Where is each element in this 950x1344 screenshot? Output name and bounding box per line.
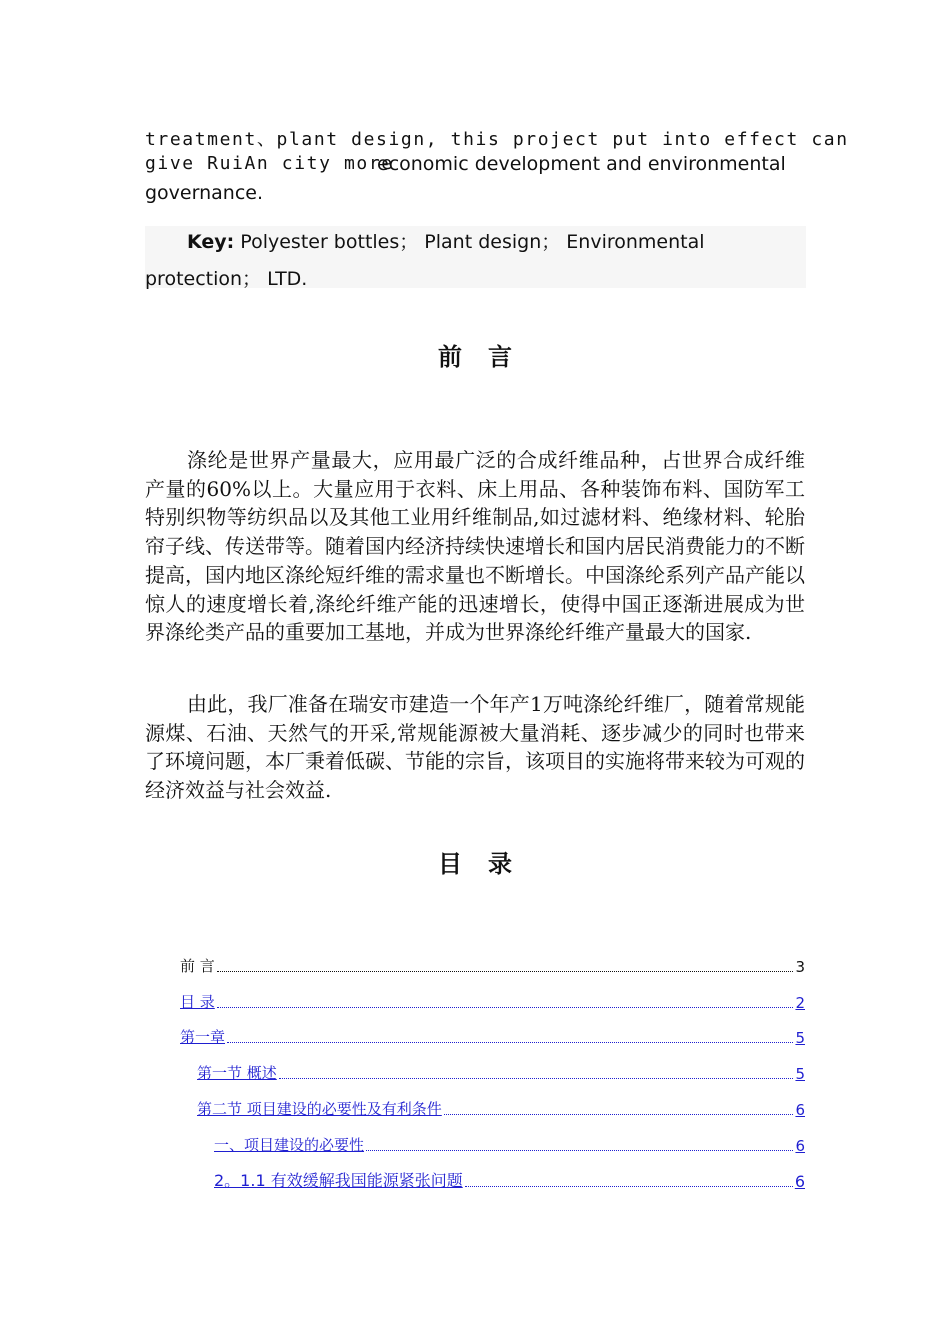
toc-leader-dots: [217, 1007, 794, 1008]
preface-heading: 前言: [438, 343, 538, 371]
toc-entry-subsection-1[interactable]: [214, 1133, 805, 1155]
abstract-line-2-start: give RuiAn city more: [145, 153, 394, 174]
toc-entry-item-2-1-1[interactable]: [214, 1169, 805, 1191]
toc-entry-title: 第一节 概述: [197, 1064, 277, 1082]
toc-leader-dots: [366, 1150, 793, 1151]
toc-entry-title: 一、项目建设的必要性: [214, 1136, 365, 1154]
toc-entry-title: 2。1.1 有效缓解我国能源紧张问题: [214, 1171, 463, 1190]
abstract-line-1: treatment、plant design, this project put into effect can: [145, 129, 849, 150]
toc-entry-page: 6: [795, 1101, 805, 1119]
abstract-line-2-end: economic development and environmental: [377, 153, 786, 175]
toc-entry-title: 目 录: [180, 993, 215, 1011]
toc-entry-page: 2: [795, 994, 805, 1012]
toc-heading: 目录: [438, 850, 538, 878]
toc-entry-page: 6: [795, 1137, 805, 1155]
toc-entry-page: 5: [795, 1029, 805, 1047]
toc-entry-page: 3: [795, 958, 805, 976]
toc-leader-dots: [444, 1114, 794, 1115]
toc-entry-preface[interactable]: [180, 954, 805, 976]
toc-entry-page: 5: [795, 1065, 805, 1083]
keywords-line-2: protection； LTD.: [145, 268, 308, 290]
toc-entry-page: 6: [794, 1172, 805, 1191]
toc-entry-section-1[interactable]: [197, 1061, 805, 1083]
toc-entry-chapter-1[interactable]: [180, 1025, 805, 1047]
keywords-text-1: Polyester bottles； Plant design； Environmental: [234, 231, 705, 253]
toc-entry-section-2[interactable]: [197, 1097, 805, 1119]
toc-entry-contents[interactable]: [180, 990, 805, 1012]
preface-paragraph-1: 涤纶是世界产量最大，应用最广泛的合成纤维品种，占世界合成纤维产量的60%以上。大量应用于衣料、床上用品、各种装饰布料、国防军工特别织物等纺织品以及其他工业用纤维制品,如过滤材料、绝缘材料、轮胎帘子线、传送带等。随着国内经济持续快速增长和国内居民消费能力的不断提高，国内地区涤纶短纤维的需求量也不断增长。中国涤纶系列产品产能以惊人的速度增长着,涤纶纤维产能的迅速增长，使得中国正逐渐进展成为世界涤纶类产品的重要加工基地，并成为世界涤纶纤维产量最大的国家.: [145, 448, 805, 645]
toc-leader-dots: [217, 971, 794, 972]
preface-paragraph-2: 由此，我厂准备在瑞安市建造一个年产1万吨涤纶纤维厂，随着常规能源煤、石油、天然气的开采,常规能源被大量消耗、逐步减少的同时也带来了环境问题，本厂秉着低碳、节能的宗旨，该项目的实施将带来较为可观的经济效益与社会效益.: [145, 692, 805, 803]
toc-leader-dots: [227, 1042, 793, 1043]
keywords-label: Key:: [187, 231, 235, 253]
toc-leader-dots: [279, 1078, 794, 1079]
toc-entry-title: 第一章: [180, 1028, 226, 1046]
keywords-line-1: [187, 227, 705, 254]
toc-leader-dots: [465, 1186, 793, 1187]
toc-entry-title: 前 言: [180, 957, 215, 975]
toc-entry-title: 第二节 项目建设的必要性及有利条件: [197, 1100, 442, 1118]
abstract-line-3: governance.: [145, 182, 263, 204]
